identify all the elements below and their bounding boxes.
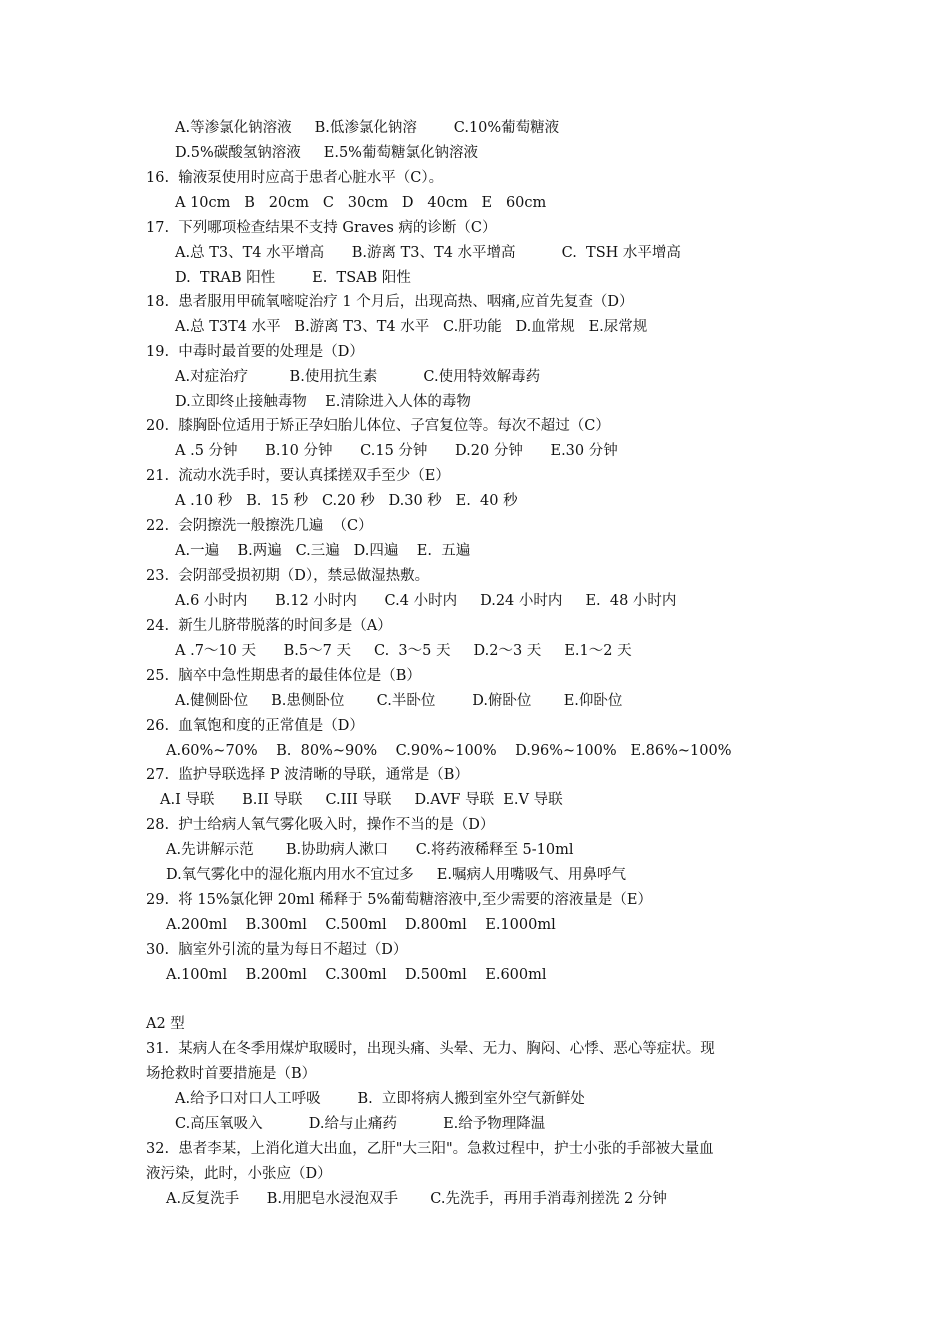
question-line: 17. 下列哪项检查结果不支持 Graves 病的诊断（C） <box>146 220 497 236</box>
option-line: A.一遍 B.两遍 C.三遍 D.四遍 E. 五遍 <box>175 543 471 559</box>
option-line: A.对症治疗 B.使用抗生素 C.使用特效解毒药 <box>175 369 541 385</box>
option-line: A 10cm B 20cm C 30cm D 40cm E 60cm <box>175 195 547 211</box>
question-line: 16. 输液泵使用时应高于患者心脏水平（C）。 <box>146 170 444 186</box>
option-line: A .7～10 天 B.5～7 天 C. 3～5 天 D.2～3 天 E.1～2 天 <box>175 643 632 659</box>
option-line: A .10 秒 B. 15 秒 C.20 秒 D.30 秒 E. 40 秒 <box>175 493 518 509</box>
question-line: 32. 患者李某，上消化道大出血，乙肝"大三阳"。急救过程中，护士小张的手部被大量血 <box>146 1141 714 1157</box>
question-line: 21. 流动水洗手时，要认真揉搓双手至少（E） <box>146 468 450 484</box>
option-line: A.给予口对口人工呼吸 B. 立即将病人搬到室外空气新鲜处 <box>175 1091 585 1107</box>
question-line: 29. 将 15%氯化钾 20ml 稀释于 5%葡萄糖溶液中,至少需要的溶液量是（E） <box>146 892 652 908</box>
question-line: 27. 监护导联选择 P 波清晰的导联，通常是（B） <box>146 767 469 783</box>
option-line: A.等渗氯化钠溶液 B.低渗氯化钠溶 C.10%葡萄糖液 <box>175 120 560 136</box>
question-line: 28. 护士给病人氧气雾化吸入时，操作不当的是（D） <box>146 817 495 833</box>
option-line: A.反复洗手 B.用肥皂水浸泡双手 C.先洗手，再用手消毒剂搓洗 2 分钟 <box>166 1191 667 1207</box>
question-line: 22. 会阴擦洗一般擦洗几遍 （C） <box>146 518 373 534</box>
option-line: D.5%碳酸氢钠溶液 E.5%葡萄糖氯化钠溶液 <box>175 145 478 161</box>
option-line: D. TRAB 阳性 E. TSAB 阳性 <box>175 270 411 286</box>
question-line: 19. 中毒时最首要的处理是（D） <box>146 344 364 360</box>
question-line: 31. 某病人在冬季用煤炉取暖时，出现头痛、头晕、无力、胸闷、心悸、恶心等症状。现 <box>146 1041 715 1057</box>
question-line: 24. 新生儿脐带脱落的时间多是（A） <box>146 618 392 634</box>
option-line: A.100ml B.200ml C.300ml D.500ml E.600ml <box>166 967 547 983</box>
question-line: 场抢救时首要措施是（B） <box>146 1066 317 1082</box>
option-line: A.60%~70% B. 80%~90% C.90%~100% D.96%~100% E.86%~100% <box>166 743 732 759</box>
question-line: 20. 膝胸卧位适用于矫正孕妇胎儿体位、子宫复位等。每次不超过（C） <box>146 418 610 434</box>
option-line: D.立即终止接触毒物 E.清除进入人体的毒物 <box>175 394 471 410</box>
option-line: D.氧气雾化中的湿化瓶内用水不宜过多 E.嘱病人用嘴吸气、用鼻呼气 <box>166 867 626 883</box>
option-line: A.先讲解示范 B.协助病人漱口 C.将药液稀释至 5-10ml <box>166 842 574 858</box>
question-line: 18. 患者服用甲硫氧嘧啶治疗 1 个月后，出现高热、咽痛,应首先复查（D） <box>146 294 634 310</box>
option-line: A.总 T3、T4 水平增高 B.游离 T3、T4 水平增高 C. TSH 水平增高 <box>175 245 681 261</box>
question-line: 26. 血氧饱和度的正常值是（D） <box>146 718 364 734</box>
option-line: A .5 分钟 B.10 分钟 C.15 分钟 D.20 分钟 E.30 分钟 <box>175 443 618 459</box>
question-line: 25. 脑卒中急性期患者的最佳体位是（B） <box>146 668 421 684</box>
option-line: C.高压氧吸入 D.给与止痛药 E.给予物理降温 <box>175 1116 546 1132</box>
option-line: A.I 导联 B.II 导联 C.III 导联 D.AVF 导联 E.V 导联 <box>160 792 563 808</box>
section-heading: A2 型 <box>146 1016 185 1032</box>
question-line: 30. 脑室外引流的量为每日不超过（D） <box>146 942 408 958</box>
option-line: A.200ml B.300ml C.500ml D.800ml E.1000ml <box>166 917 556 933</box>
option-line: A.总 T3T4 水平 B.游离 T3、T4 水平 C.肝功能 D.血常规 E.尿常规 <box>175 319 648 335</box>
question-line: 23. 会阴部受损初期（D），禁忌做湿热敷。 <box>146 568 430 584</box>
question-line: 液污染，此时，小张应（D） <box>146 1166 332 1182</box>
option-line: A.健侧卧位 B.患侧卧位 C.半卧位 D.俯卧位 E.仰卧位 <box>175 693 623 709</box>
option-line: A.6 小时内 B.12 小时内 C.4 小时内 D.24 小时内 E. 48 小时内 <box>175 593 677 609</box>
